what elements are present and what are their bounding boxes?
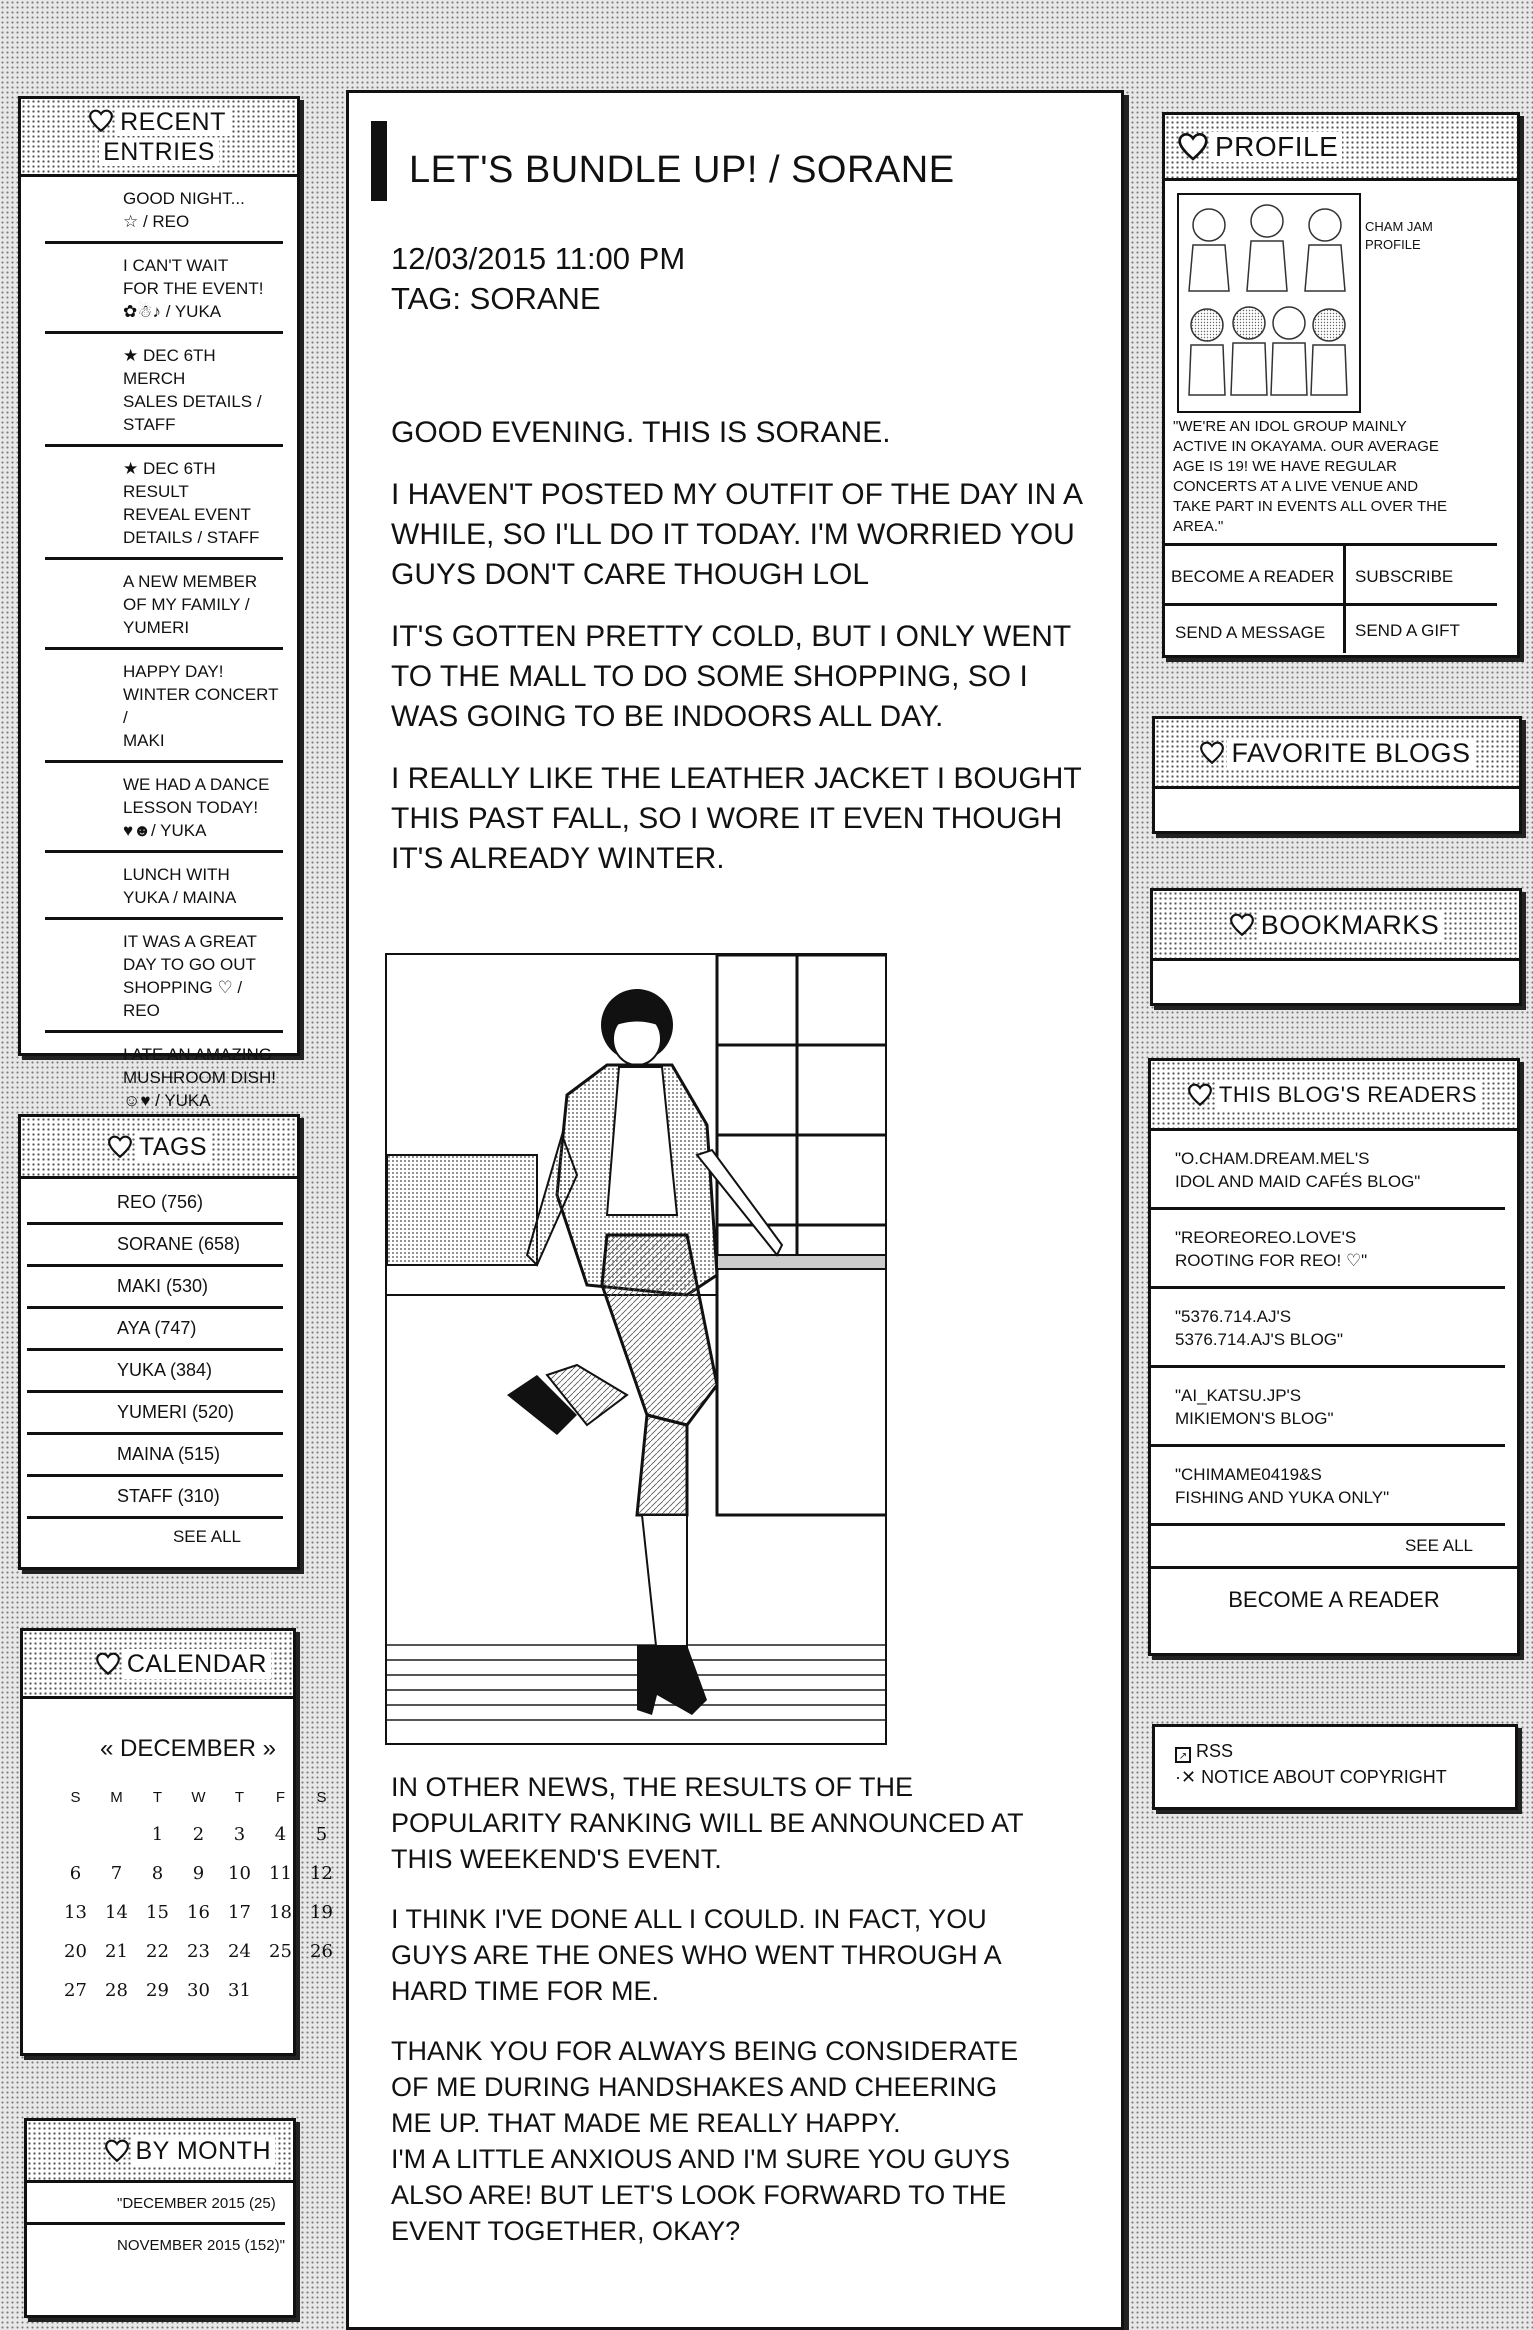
tag-link[interactable]: STAFF (310): [27, 1477, 283, 1519]
calendar-weekday: S: [316, 1789, 327, 1806]
reader-item-line: "REOREOREO.LOVE'S: [1175, 1228, 1357, 1247]
calendar-day[interactable]: 13: [64, 1902, 87, 1923]
profile-photo-illustration: [1179, 195, 1355, 407]
recent-entry-line: LESSON TODAY!: [123, 798, 259, 817]
recent-entry[interactable]: [45, 560, 283, 650]
calendar-day[interactable]: 10: [228, 1863, 251, 1884]
tag-link[interactable]: AYA (747): [27, 1309, 283, 1351]
tag-link[interactable]: SORANE (658): [27, 1225, 283, 1267]
recent-entry-line: HAPPY DAY!: [123, 662, 224, 681]
calendar-day[interactable]: 23: [187, 1941, 210, 1962]
recent-entry-line: ★ DEC 6TH RESULT: [123, 459, 216, 501]
calendar-day[interactable]: 14: [105, 1902, 128, 1923]
tags-header: [21, 1117, 297, 1179]
send-gift-button[interactable]: SEND A GIFT: [1355, 621, 1460, 640]
recent-entry[interactable]: [45, 853, 283, 920]
post-title-bar: [371, 121, 387, 201]
tag-link[interactable]: YUMERI (520): [27, 1393, 283, 1435]
tag-link[interactable]: MAINA (515): [27, 1435, 283, 1477]
rss-link[interactable]: [1175, 1741, 1233, 1763]
post-paragraph: I'M A LITTLE ANXIOUS AND I'M SURE YOU GUYS ALSO ARE! BUT LET'S LOOK FORWARD TO THE EVENT TOGETHER, OKAY?: [391, 2144, 1010, 2246]
readers-title: THIS BLOG'S READERS: [1215, 1080, 1481, 1110]
reader-item-line: "AI_KATSU.JP'S: [1175, 1386, 1302, 1405]
outfit-illustration: [387, 955, 885, 1743]
tags-title: TAGS: [135, 1132, 211, 1162]
profile-buttons-divider: [1165, 603, 1497, 606]
profile-caption-line2: PROFILE: [1365, 237, 1421, 252]
bookmarks-header: [1153, 891, 1519, 961]
tag-link[interactable]: MAKI (530): [27, 1267, 283, 1309]
calendar-day: [55, 1824, 96, 1845]
recent-entry-line: A NEW MEMBER: [123, 572, 258, 591]
calendar-day[interactable]: 19: [310, 1902, 333, 1923]
calendar-day[interactable]: 7: [110, 1863, 123, 1884]
outfit-photo[interactable]: [385, 953, 887, 1745]
bookmarks-title: BOOKMARKS: [1257, 910, 1444, 940]
calendar-day[interactable]: 5: [315, 1824, 328, 1845]
copyright-link[interactable]: [1175, 1767, 1447, 1788]
post-paragraph: IN OTHER NEWS, THE RESULTS OF THE POPULARITY RANKING WILL BE ANNOUNCED AT THIS WEEKEND'S EVENT.: [391, 1772, 1024, 1874]
profile-title: PROFILE: [1211, 132, 1342, 162]
rss-label: RSS: [1196, 1741, 1234, 1761]
favorite-blogs-header: [1155, 719, 1519, 789]
heart-icon: [107, 1134, 133, 1160]
recent-entry-line: DETAILS / STAFF: [123, 528, 260, 547]
calendar-day[interactable]: 17: [228, 1902, 251, 1923]
calendar-day[interactable]: 20: [64, 1941, 87, 1962]
readers-become-reader-button[interactable]: BECOME A READER: [1151, 1566, 1517, 1631]
profile-header: [1165, 115, 1517, 181]
calendar-day[interactable]: 15: [146, 1902, 169, 1923]
calendar-day[interactable]: 22: [146, 1941, 169, 1962]
copyright-icon: ·✕: [1175, 1767, 1197, 1787]
heart-icon: [1187, 1082, 1213, 1108]
calendar-day[interactable]: 1: [151, 1824, 164, 1845]
recent-entry[interactable]: [45, 650, 283, 763]
recent-entry[interactable]: [45, 447, 283, 560]
calendar-weekday: T: [234, 1789, 245, 1806]
calendar-day[interactable]: 26: [310, 1941, 333, 1962]
profile-caption-line1: CHAM JAM: [1365, 219, 1433, 234]
heart-icon: [1229, 912, 1255, 938]
post-paragraph: I THINK I'VE DONE ALL I COULD. IN FACT, YOU GUYS ARE THE ONES WHO WENT THROUGH A HARD TIME FOR ME.: [391, 1904, 1001, 2006]
calendar-day: [96, 1824, 137, 1845]
profile-group-photo[interactable]: [1177, 193, 1361, 413]
tags-panel: [18, 1114, 300, 1570]
favorite-blogs-title: FAVORITE BLOGS: [1227, 738, 1474, 768]
calendar-weekday: M: [110, 1789, 123, 1806]
recent-entry-line: FOR THE EVENT!: [123, 279, 264, 298]
calendar-title: CALENDAR: [123, 1649, 271, 1679]
reader-item-line: FISHING AND YUKA ONLY": [1175, 1488, 1390, 1507]
calendar-day[interactable]: 11: [269, 1863, 292, 1884]
post-title: LET'S BUNDLE UP! / SORANE: [409, 149, 955, 191]
calendar-day[interactable]: 6: [69, 1863, 82, 1884]
post-body-top: [391, 413, 1091, 901]
recent-entries-header: [21, 99, 297, 177]
recent-entry-line: I CAN'T WAIT: [123, 256, 229, 275]
calendar-day[interactable]: 8: [151, 1863, 164, 1884]
tags-list: [21, 1179, 297, 1519]
calendar-grid: [55, 1789, 333, 2001]
calendar-day[interactable]: 9: [192, 1863, 205, 1884]
heart-icon: [1177, 131, 1209, 163]
heart-icon: [1199, 740, 1225, 766]
recent-entry-line: OF MY FAMILY /: [123, 595, 250, 614]
calendar-day[interactable]: 28: [105, 1980, 128, 2001]
readers-list: [1151, 1131, 1517, 1526]
recent-entry-line: ✿☃♪ / YUKA: [123, 302, 222, 321]
calendar-day[interactable]: 4: [274, 1824, 287, 1845]
calendar-day[interactable]: 3: [233, 1824, 246, 1845]
tag-link[interactable]: YUKA (384): [27, 1351, 283, 1393]
by-month-item[interactable]: "DECEMBER 2015 (25): [27, 2183, 285, 2225]
recent-title-line2: ENTRIES: [99, 138, 219, 166]
calendar-header: [23, 1631, 293, 1699]
by-month-header: [27, 2121, 293, 2183]
recent-entry-line: SALES DETAILS /: [123, 392, 262, 411]
recent-entry-line: SHOPPING ♡ / REO: [123, 978, 243, 1020]
recent-entries-panel: [18, 96, 300, 1110]
subscribe-button[interactable]: SUBSCRIBE: [1355, 567, 1454, 586]
recent-entry[interactable]: [45, 763, 283, 853]
profile-panel: [1162, 112, 1520, 658]
heart-icon: [104, 2138, 130, 2164]
calendar-weekday: T: [152, 1789, 163, 1806]
reader-item-line: "CHIMAME0419&S: [1175, 1465, 1322, 1484]
recent-entry-line: LUNCH WITH: [123, 865, 230, 884]
recent-entry-line: IT WAS A GREAT: [123, 932, 257, 951]
post-date: 12/03/2015 11:00 PM: [391, 241, 686, 276]
readers-panel: [1148, 1058, 1520, 1656]
send-message-button[interactable]: SEND A MESSAGE: [1175, 623, 1326, 642]
calendar-weekday: S: [70, 1789, 81, 1806]
by-month-panel: [24, 2118, 296, 2318]
recent-entry[interactable]: [45, 334, 283, 447]
rss-icon: ↗: [1175, 1747, 1191, 1763]
reader-item-line: 5376.714.AJ'S BLOG": [1175, 1330, 1344, 1349]
bookmarks-panel: [1150, 888, 1522, 1006]
reader-item[interactable]: [1151, 1447, 1505, 1526]
by-month-item[interactable]: NOVEMBER 2015 (152)": [117, 2237, 285, 2254]
recent-entry-line: MAKI: [123, 731, 165, 750]
recent-entry-line: REVEAL EVENT: [123, 505, 251, 524]
post-paragraph: I REALLY LIKE THE LEATHER JACKET I BOUGHT THIS PAST FALL, SO I WORE IT EVEN THOUGH IT'S ALREADY WINTER.: [391, 762, 1082, 875]
reader-item[interactable]: [1151, 1131, 1505, 1210]
reader-item-line: ROOTING FOR REO! ♡": [1175, 1251, 1368, 1270]
recent-entry-line: ☺♥ / YUKA: [123, 1091, 211, 1110]
recent-entry[interactable]: [45, 1033, 283, 1123]
calendar-day[interactable]: 27: [64, 1980, 87, 2001]
calendar-day[interactable]: 25: [269, 1941, 292, 1962]
reader-item-line: IDOL AND MAID CAFÉS BLOG": [1175, 1172, 1421, 1191]
recent-entries-list: [21, 177, 297, 1123]
calendar-weekday: W: [191, 1789, 206, 1806]
recent-entry-line: GOOD NIGHT...: [123, 189, 245, 208]
footer-links-panel: [1152, 1724, 1518, 1810]
readers-see-all-link[interactable]: SEE ALL: [1404, 1536, 1473, 1555]
post-paragraph: GOOD EVENING. THIS IS SORANE.: [391, 416, 891, 449]
reader-item-line: "O.CHAM.DREAM.MEL'S: [1175, 1149, 1370, 1168]
calendar-day[interactable]: 30: [187, 1980, 210, 2001]
profile-description: "WE'RE AN IDOL GROUP MAINLY ACTIVE IN OKAYAMA. OUR AVERAGE AGE IS 19! WE HAVE REGULAR CONCERTS AT A LIVE VENUE AND TAKE PART IN EVENTS ALL OVER THE AREA.": [1173, 418, 1447, 535]
recent-title-line1: RECENT: [116, 108, 230, 136]
calendar-day[interactable]: 12: [310, 1863, 333, 1884]
reader-item[interactable]: [1151, 1368, 1505, 1447]
profile-buttons-divider: [1165, 543, 1497, 546]
calendar-day[interactable]: 21: [105, 1941, 128, 1962]
recent-entry-line: WINTER CONCERT /: [123, 685, 279, 727]
calendar-day[interactable]: 24: [228, 1941, 251, 1962]
recent-entry[interactable]: [45, 920, 283, 1033]
calendar-day[interactable]: 29: [146, 1980, 169, 2001]
recent-entry-line: I ATE AN AMAZING: [123, 1045, 272, 1064]
reader-item-line: "5376.714.AJ'S: [1175, 1307, 1292, 1326]
by-month-title: BY MONTH: [132, 2136, 276, 2166]
calendar-day[interactable]: 18: [269, 1902, 292, 1923]
reader-item[interactable]: [1151, 1210, 1505, 1289]
calendar-day[interactable]: 16: [187, 1902, 210, 1923]
recent-entry[interactable]: [45, 177, 283, 244]
copyright-label: NOTICE ABOUT COPYRIGHT: [1201, 1767, 1447, 1787]
recent-entry-line: ☆ / REO: [123, 212, 190, 231]
recent-entry-line: ★ DEC 6TH MERCH: [123, 346, 216, 388]
post-paragraph: I HAVEN'T POSTED MY OUTFIT OF THE DAY IN A WHILE, SO I'LL DO IT TODAY. I'M WORRIED YOU GUYS DON'T CARE THOUGH LOL: [391, 478, 1082, 591]
calendar-month-nav[interactable]: « DECEMBER »: [99, 1735, 277, 1762]
post-paragraph: IT'S GOTTEN PRETTY COLD, BUT I ONLY WENT TO THE MALL TO DO SOME SHOPPING, SO I WAS GOING TO BE INDOORS ALL DAY.: [391, 620, 1071, 733]
recent-entry-line: YUMERI: [123, 618, 190, 637]
heart-icon: [88, 108, 114, 134]
recent-entry-line: DAY TO GO OUT: [123, 955, 256, 974]
reader-item-line: MIKIEMON'S BLOG": [1175, 1409, 1334, 1428]
recent-entry-line: MUSHROOM DISH!: [123, 1068, 276, 1087]
post-body-bottom: [391, 1769, 1031, 2273]
recent-entry-line: YUKA / MAINA: [123, 888, 237, 907]
calendar-weekday: F: [275, 1789, 286, 1806]
profile-buttons-vdivider: [1343, 543, 1346, 653]
calendar-day[interactable]: 2: [192, 1824, 205, 1845]
recent-entry-line: STAFF: [123, 415, 176, 434]
favorite-blogs-panel: [1152, 716, 1522, 834]
tag-link[interactable]: REO (756): [27, 1183, 283, 1225]
heart-icon: [95, 1651, 121, 1677]
post-tag-link[interactable]: TAG: SORANE: [391, 281, 601, 316]
become-reader-button[interactable]: BECOME A READER: [1171, 567, 1335, 586]
post-panel: [346, 90, 1124, 2330]
calendar-day[interactable]: 31: [228, 1980, 251, 2001]
reader-item[interactable]: [1151, 1289, 1505, 1368]
tags-see-all-link[interactable]: SEE ALL: [172, 1527, 241, 1546]
post-paragraph: THANK YOU FOR ALWAYS BEING CONSIDERATE OF ME DURING HANDSHAKES AND CHEERING ME UP. THAT MADE ME REALLY HAPPY.: [391, 2036, 1019, 2138]
recent-entry-line: WE HAD A DANCE: [123, 775, 270, 794]
calendar-panel: [20, 1628, 333, 2056]
recent-entry[interactable]: [45, 244, 283, 334]
recent-entry-line: ♥☻/ YUKA: [123, 821, 207, 840]
readers-header: [1151, 1061, 1517, 1131]
